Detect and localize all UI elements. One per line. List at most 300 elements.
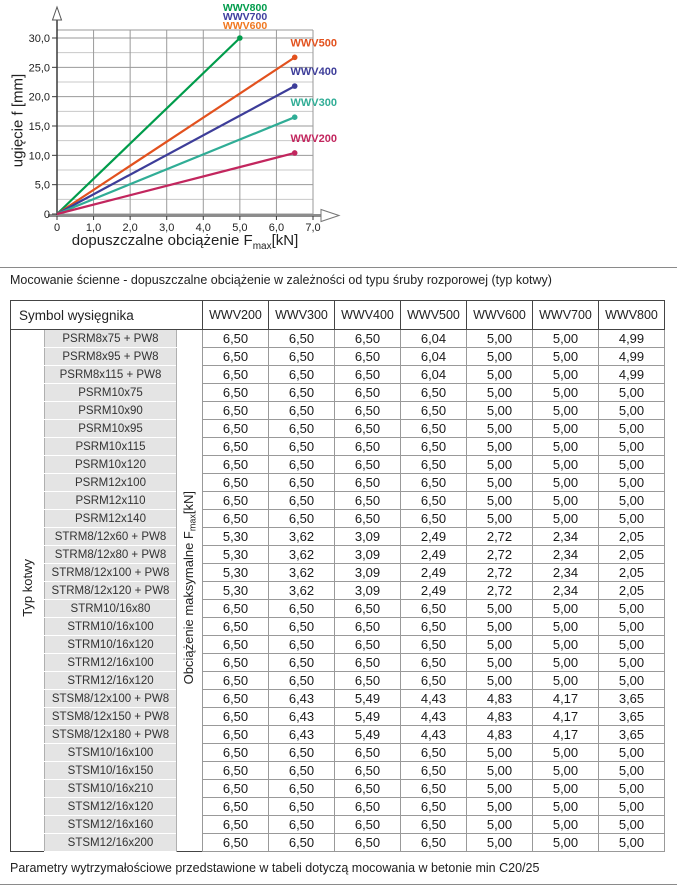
value-cell: 5,30 <box>203 582 269 600</box>
value-cell: 6,50 <box>203 690 269 708</box>
value-cell: 5,00 <box>599 744 665 762</box>
value-cell: 6,50 <box>335 672 401 690</box>
value-cell: 6,50 <box>401 420 467 438</box>
value-cell: 6,50 <box>269 744 335 762</box>
value-cell: 6,50 <box>401 636 467 654</box>
row-label: STSM8/12x180 + PW8 <box>45 726 177 744</box>
value-cell: 6,50 <box>335 456 401 474</box>
value-cell: 6,50 <box>203 474 269 492</box>
value-cell: 5,00 <box>599 474 665 492</box>
value-cell: 6,50 <box>401 384 467 402</box>
value-cell: 2,05 <box>599 582 665 600</box>
column-header-wwv700: WWV700 <box>533 301 599 330</box>
value-cell: 5,00 <box>599 636 665 654</box>
row-label: STSM8/12x150 + PW8 <box>45 708 177 726</box>
table-row <box>11 348 665 366</box>
value-cell: 4,43 <box>401 708 467 726</box>
value-cell: 5,00 <box>599 672 665 690</box>
row-label: PSRM10x75 <box>45 384 177 402</box>
value-cell: 6,43 <box>269 690 335 708</box>
value-cell: 5,00 <box>533 780 599 798</box>
svg-text:3,0: 3,0 <box>159 222 175 234</box>
value-cell: 6,50 <box>401 474 467 492</box>
value-cell: 6,50 <box>203 402 269 420</box>
value-axis-label: Obciążenie maksymalne $F_{max}[kN]$ <box>177 330 203 852</box>
row-label: PSRM12x110 <box>45 492 177 510</box>
value-cell: 6,50 <box>401 402 467 420</box>
value-cell: 6,50 <box>269 780 335 798</box>
value-cell: 6,50 <box>203 366 269 384</box>
svg-text:6,0: 6,0 <box>268 222 285 234</box>
table-row <box>11 564 665 582</box>
value-cell: 6,50 <box>269 798 335 816</box>
svg-text:10,0: 10,0 <box>28 150 50 163</box>
row-label: STRM8/12x100 + PW8 <box>45 564 177 582</box>
svg-text:WWV400: WWV400 <box>290 66 337 79</box>
value-cell: 5,00 <box>533 636 599 654</box>
value-cell: 5,00 <box>467 744 533 762</box>
value-cell: 4,17 <box>533 726 599 744</box>
value-cell: 5,00 <box>467 672 533 690</box>
row-label: STSM8/12x100 + PW8 <box>45 690 177 708</box>
column-header-wwv300: WWV300 <box>269 301 335 330</box>
table-row <box>11 492 665 510</box>
value-cell: 5,00 <box>533 420 599 438</box>
value-cell: 5,00 <box>599 384 665 402</box>
svg-text:WWV500: WWV500 <box>290 37 337 50</box>
value-cell: 5,00 <box>533 402 599 420</box>
value-cell: 6,50 <box>203 672 269 690</box>
value-cell: 6,50 <box>203 654 269 672</box>
value-cell: 4,43 <box>401 726 467 744</box>
row-label: PSRM12x140 <box>45 510 177 528</box>
value-cell: 5,00 <box>467 366 533 384</box>
svg-text:0: 0 <box>53 222 61 234</box>
value-cell: 2,72 <box>467 546 533 564</box>
value-cell: 6,50 <box>203 600 269 618</box>
value-cell: 5,00 <box>467 492 533 510</box>
table-row <box>11 762 665 780</box>
value-cell: 2,72 <box>467 528 533 546</box>
value-cell: 5,00 <box>599 438 665 456</box>
value-cell: 6,50 <box>203 798 269 816</box>
table-row <box>11 456 665 474</box>
row-label: PSRM10x120 <box>45 456 177 474</box>
value-cell: 6,50 <box>269 330 335 348</box>
column-header-wwv500: WWV500 <box>401 301 467 330</box>
row-label: PSRM8x95 + PW8 <box>45 348 177 366</box>
value-cell: 3,62 <box>269 564 335 582</box>
value-cell: 6,50 <box>401 618 467 636</box>
value-cell: 5,00 <box>467 474 533 492</box>
value-cell: 6,50 <box>401 834 467 852</box>
value-cell: 6,50 <box>203 420 269 438</box>
value-cell: 4,17 <box>533 690 599 708</box>
value-cell: 5,30 <box>203 546 269 564</box>
value-cell: 5,00 <box>599 456 665 474</box>
table-row <box>11 546 665 564</box>
value-cell: 6,50 <box>335 636 401 654</box>
value-cell: 6,50 <box>335 654 401 672</box>
row-label: STSM10/16x150 <box>45 762 177 780</box>
row-label: STRM8/12x80 + PW8 <box>45 546 177 564</box>
value-cell: 6,50 <box>335 834 401 852</box>
svg-text:2,0: 2,0 <box>122 222 138 234</box>
value-cell: 5,00 <box>599 816 665 834</box>
row-label: STRM10/16x120 <box>45 636 177 654</box>
value-cell: 2,72 <box>467 564 533 582</box>
value-cell: 6,50 <box>335 618 401 636</box>
row-label: STSM12/16x160 <box>45 816 177 834</box>
value-cell: 4,99 <box>599 330 665 348</box>
value-cell: 3,09 <box>335 546 401 564</box>
chart-x-axis-label: dopuszczalne obciążenie $F_{max}[kN]$ <box>71 232 299 252</box>
svg-text:1,0: 1,0 <box>85 222 102 234</box>
table-row <box>11 744 665 762</box>
table-caption: Mocowanie ścienne - dopuszczalne obciążenie w zależności od typu śruby rozporowej (typ kotwy) <box>10 273 552 287</box>
svg-text:4,0: 4,0 <box>195 222 211 234</box>
value-cell: 3,09 <box>335 582 401 600</box>
header-row <box>11 301 665 330</box>
value-cell: 6,50 <box>203 330 269 348</box>
value-cell: 6,50 <box>203 510 269 528</box>
svg-text:5,0: 5,0 <box>34 179 50 192</box>
value-cell: 6,50 <box>401 744 467 762</box>
row-label: PSRM12x100 <box>45 474 177 492</box>
value-cell: 4,83 <box>467 690 533 708</box>
svg-text:7,0: 7,0 <box>305 222 321 234</box>
value-cell: 4,83 <box>467 708 533 726</box>
table-row <box>11 384 665 402</box>
value-cell: 6,50 <box>335 744 401 762</box>
row-label: STSM10/16x210 <box>45 780 177 798</box>
value-cell: 5,00 <box>467 330 533 348</box>
value-cell: 3,65 <box>599 708 665 726</box>
value-cell: 2,34 <box>533 564 599 582</box>
value-cell: 6,50 <box>335 402 401 420</box>
value-cell: 5,00 <box>599 600 665 618</box>
table-row <box>11 582 665 600</box>
row-group-label: Typ kotwy <box>11 330 45 852</box>
table-row <box>11 510 665 528</box>
table-row <box>11 618 665 636</box>
value-cell: 5,00 <box>533 618 599 636</box>
corner-header: Symbol wysięgnika <box>11 301 203 330</box>
value-cell: 5,49 <box>335 708 401 726</box>
svg-text:WWV700: WWV700 <box>222 11 268 23</box>
value-cell: 5,00 <box>467 780 533 798</box>
column-header-wwv400: WWV400 <box>335 301 401 330</box>
svg-text:20,0: 20,0 <box>28 91 50 104</box>
value-cell: 4,83 <box>467 726 533 744</box>
value-cell: 6,50 <box>269 834 335 852</box>
value-cell: 5,00 <box>599 780 665 798</box>
table-row <box>11 816 665 834</box>
value-cell: 3,62 <box>269 582 335 600</box>
table-row <box>11 366 665 384</box>
value-cell: 6,50 <box>269 366 335 384</box>
value-cell: 6,50 <box>269 618 335 636</box>
value-cell: 4,17 <box>533 708 599 726</box>
row-label: PSRM8x115 + PW8 <box>45 366 177 384</box>
value-cell: 6,04 <box>401 366 467 384</box>
value-cell: 3,09 <box>335 564 401 582</box>
value-cell: 6,50 <box>401 780 467 798</box>
value-cell: 6,50 <box>335 762 401 780</box>
value-cell: 6,50 <box>203 834 269 852</box>
row-label: STRM12/16x100 <box>45 654 177 672</box>
column-header-wwv800: WWV800 <box>599 301 665 330</box>
value-cell: 5,00 <box>599 762 665 780</box>
row-label: STRM10/16x80 <box>45 600 177 618</box>
row-label: STRM8/12x120 + PW8 <box>45 582 177 600</box>
value-cell: 5,00 <box>467 402 533 420</box>
value-cell: 2,49 <box>401 582 467 600</box>
value-cell: 5,00 <box>467 762 533 780</box>
value-cell: 5,30 <box>203 564 269 582</box>
value-cell: 6,43 <box>269 708 335 726</box>
value-cell: 6,50 <box>203 438 269 456</box>
value-cell: 6,50 <box>269 456 335 474</box>
value-cell: 6,43 <box>269 726 335 744</box>
value-cell: 6,50 <box>203 816 269 834</box>
value-cell: 5,00 <box>467 510 533 528</box>
value-cell: 6,50 <box>203 708 269 726</box>
row-label: PSRM8x75 + PW8 <box>45 330 177 348</box>
value-cell: 6,50 <box>203 492 269 510</box>
value-cell: 6,50 <box>335 600 401 618</box>
value-cell: 5,00 <box>467 798 533 816</box>
table-row <box>11 600 665 618</box>
value-cell: 5,00 <box>467 384 533 402</box>
table-row <box>11 528 665 546</box>
table-row <box>11 672 665 690</box>
svg-text:30,0: 30,0 <box>28 32 50 45</box>
value-cell: 6,50 <box>401 816 467 834</box>
value-cell: 6,50 <box>335 420 401 438</box>
anchor-load-table <box>10 300 665 852</box>
value-cell: 5,00 <box>533 366 599 384</box>
value-cell: 6,50 <box>401 600 467 618</box>
value-cell: 6,50 <box>335 492 401 510</box>
value-cell: 6,50 <box>335 816 401 834</box>
value-cell: 5,00 <box>533 816 599 834</box>
value-cell: 6,50 <box>401 492 467 510</box>
value-cell: 2,34 <box>533 546 599 564</box>
value-cell: 6,50 <box>203 762 269 780</box>
value-cell: 5,00 <box>599 420 665 438</box>
value-cell: 6,50 <box>269 348 335 366</box>
value-cell: 5,30 <box>203 528 269 546</box>
value-cell: 5,00 <box>599 834 665 852</box>
value-cell: 6,50 <box>269 600 335 618</box>
value-cell: 6,50 <box>335 366 401 384</box>
table-row <box>11 798 665 816</box>
svg-text:15,0: 15,0 <box>28 120 50 133</box>
deflection-chart-canvas <box>0 0 350 262</box>
value-cell: 2,49 <box>401 546 467 564</box>
value-cell: 6,04 <box>401 330 467 348</box>
svg-text:WWV600: WWV600 <box>222 20 268 32</box>
column-header-wwv200: WWV200 <box>203 301 269 330</box>
svg-text:5,0: 5,0 <box>232 222 248 234</box>
value-cell: 5,00 <box>467 654 533 672</box>
value-cell: 6,50 <box>335 798 401 816</box>
value-cell: 6,50 <box>269 438 335 456</box>
divider-bottom <box>0 884 677 885</box>
value-cell: 5,00 <box>467 816 533 834</box>
value-cell: 5,00 <box>467 420 533 438</box>
value-cell: 6,50 <box>335 438 401 456</box>
row-label: STSM10/16x100 <box>45 744 177 762</box>
value-cell: 5,00 <box>467 636 533 654</box>
svg-text:25,0: 25,0 <box>28 62 50 75</box>
value-cell: 6,50 <box>203 636 269 654</box>
table-row <box>11 834 665 852</box>
value-cell: 6,50 <box>335 348 401 366</box>
value-cell: 6,50 <box>335 780 401 798</box>
table-row <box>11 780 665 798</box>
value-cell: 6,50 <box>269 654 335 672</box>
table-row <box>11 438 665 456</box>
table-row <box>11 402 665 420</box>
value-cell: 5,00 <box>599 492 665 510</box>
value-cell: 2,05 <box>599 546 665 564</box>
value-cell: 6,50 <box>269 816 335 834</box>
value-cell: 6,50 <box>269 492 335 510</box>
value-cell: 2,34 <box>533 582 599 600</box>
value-cell: 5,00 <box>533 438 599 456</box>
table-row <box>11 690 665 708</box>
table-row <box>11 474 665 492</box>
value-cell: 6,50 <box>335 330 401 348</box>
value-cell: 6,50 <box>203 384 269 402</box>
row-label: STRM10/16x100 <box>45 618 177 636</box>
row-label: STRM12/16x120 <box>45 672 177 690</box>
value-cell: 5,00 <box>599 618 665 636</box>
value-cell: 6,50 <box>401 510 467 528</box>
value-cell: 6,50 <box>401 456 467 474</box>
row-label: STSM12/16x200 <box>45 834 177 852</box>
table-row <box>11 726 665 744</box>
svg-text:WWV800: WWV800 <box>222 2 268 14</box>
value-cell: 6,50 <box>269 420 335 438</box>
svg-text:0: 0 <box>43 209 50 221</box>
svg-text:WWV200: WWV200 <box>290 132 337 145</box>
row-label: STSM12/16x120 <box>45 798 177 816</box>
row-label: PSRM10x90 <box>45 402 177 420</box>
value-cell: 5,00 <box>467 348 533 366</box>
divider-top <box>0 267 677 268</box>
value-cell: 5,00 <box>467 600 533 618</box>
table-row <box>11 420 665 438</box>
value-cell: 5,00 <box>533 510 599 528</box>
value-cell: 4,43 <box>401 690 467 708</box>
value-cell: 6,50 <box>269 762 335 780</box>
value-cell: 5,49 <box>335 726 401 744</box>
value-cell: 6,50 <box>203 456 269 474</box>
value-cell: 5,00 <box>467 618 533 636</box>
value-cell: 5,00 <box>533 762 599 780</box>
value-cell: 5,00 <box>467 438 533 456</box>
value-cell: 5,00 <box>467 834 533 852</box>
value-cell: 6,50 <box>335 384 401 402</box>
value-cell: 5,00 <box>467 456 533 474</box>
value-cell: 5,00 <box>533 834 599 852</box>
value-cell: 4,99 <box>599 348 665 366</box>
row-label: STRM8/12x60 + PW8 <box>45 528 177 546</box>
value-cell: 6,50 <box>269 510 335 528</box>
value-cell: 3,65 <box>599 690 665 708</box>
column-header-wwv600: WWV600 <box>467 301 533 330</box>
value-cell: 5,49 <box>335 690 401 708</box>
value-cell: 6,50 <box>269 384 335 402</box>
footer-note: Parametry wytrzymałościowe przedstawione w tabeli dotyczą mocowania w betonie min C20/25 <box>10 861 540 875</box>
value-cell: 6,50 <box>269 402 335 420</box>
svg-text:WWV300: WWV300 <box>290 97 337 110</box>
value-cell: 5,00 <box>533 654 599 672</box>
value-cell: 2,34 <box>533 528 599 546</box>
value-cell: 6,50 <box>203 618 269 636</box>
value-cell: 6,50 <box>401 654 467 672</box>
value-cell: 5,00 <box>533 600 599 618</box>
row-label: PSRM10x115 <box>45 438 177 456</box>
value-cell: 2,49 <box>401 528 467 546</box>
value-cell: 4,99 <box>599 366 665 384</box>
value-cell: 5,00 <box>533 744 599 762</box>
value-cell: 5,00 <box>533 348 599 366</box>
value-cell: 6,50 <box>269 636 335 654</box>
value-cell: 5,00 <box>533 456 599 474</box>
value-cell: 6,50 <box>401 798 467 816</box>
value-cell: 5,00 <box>599 654 665 672</box>
value-cell: 5,00 <box>599 798 665 816</box>
value-cell: 2,49 <box>401 564 467 582</box>
value-cell: 3,09 <box>335 528 401 546</box>
row-label: PSRM10x95 <box>45 420 177 438</box>
table-row <box>11 330 665 348</box>
value-cell: 6,50 <box>203 744 269 762</box>
value-cell: 3,65 <box>599 726 665 744</box>
value-cell: 2,72 <box>467 582 533 600</box>
value-cell: 6,50 <box>269 672 335 690</box>
table-row <box>11 654 665 672</box>
value-cell: 5,00 <box>533 798 599 816</box>
value-cell: 3,62 <box>269 546 335 564</box>
value-cell: 2,05 <box>599 564 665 582</box>
value-cell: 6,50 <box>203 780 269 798</box>
value-cell: 6,50 <box>203 348 269 366</box>
value-cell: 2,05 <box>599 528 665 546</box>
value-cell: 6,50 <box>401 672 467 690</box>
value-cell: 6,50 <box>401 438 467 456</box>
value-cell: 5,00 <box>533 474 599 492</box>
value-cell: 5,00 <box>533 672 599 690</box>
value-cell: 5,00 <box>533 384 599 402</box>
value-cell: 6,50 <box>335 474 401 492</box>
value-cell: 6,50 <box>335 510 401 528</box>
value-cell: 6,50 <box>203 726 269 744</box>
table-row <box>11 708 665 726</box>
deflection-chart <box>0 0 350 262</box>
value-cell: 5,00 <box>599 510 665 528</box>
value-cell: 5,00 <box>599 402 665 420</box>
value-cell: 6,50 <box>269 474 335 492</box>
value-cell: 5,00 <box>533 492 599 510</box>
table-row <box>11 636 665 654</box>
chart-y-axis-label: ugięcie f [mm] <box>9 73 27 168</box>
value-cell: 5,00 <box>533 330 599 348</box>
